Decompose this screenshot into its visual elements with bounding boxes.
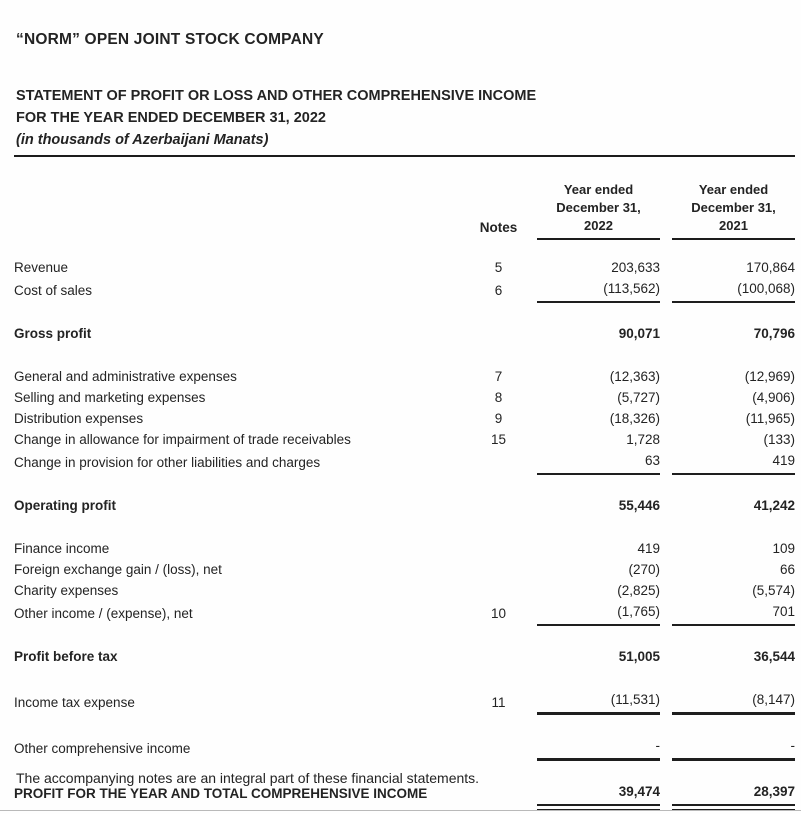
row-value-2022: 63 xyxy=(537,452,660,475)
table-row-income-tax-expense xyxy=(14,691,795,715)
row-value-2021: (12,969) xyxy=(744,369,795,384)
row-note: 8 xyxy=(494,390,503,405)
row-note xyxy=(460,579,537,582)
row-value-2021: 419 xyxy=(672,452,795,475)
year-2022-header-line1: Year ended xyxy=(563,182,634,197)
row-value-2021: 41,242 xyxy=(753,498,795,513)
row-note xyxy=(460,803,537,806)
row-label: Other comprehensive income xyxy=(14,741,191,756)
row-label: Distribution expenses xyxy=(14,411,144,426)
row-value-2022: (1,765) xyxy=(537,603,660,626)
table-header-row xyxy=(14,181,795,240)
row-label: Other income / (expense), net xyxy=(14,606,193,621)
year-2022-column-header xyxy=(537,181,660,240)
table-row-profit-before-tax xyxy=(14,648,795,669)
table-row-other-comprehensive-income xyxy=(14,737,795,761)
table-row-cost-of-sales xyxy=(14,280,795,303)
year-2022-header-year: 2022 xyxy=(584,218,613,233)
company-name: “NORM” OPEN JOINT STOCK COMPANY xyxy=(16,31,324,48)
year-2021-column-header xyxy=(672,181,795,240)
row-note: 6 xyxy=(494,283,503,298)
row-value-2022: 39,474 xyxy=(537,783,660,806)
row-note: 7 xyxy=(494,369,503,384)
row-note xyxy=(460,558,537,561)
row-note: 9 xyxy=(494,411,503,426)
table-row-change-allowance-impairment xyxy=(14,431,795,452)
row-value-2022: (113,562) xyxy=(537,280,660,303)
row-note xyxy=(460,515,537,518)
year-2021-header-year: 2021 xyxy=(719,218,748,233)
table-row-operating-profit xyxy=(14,497,795,518)
row-value-2021: (5,574) xyxy=(752,583,795,598)
table-row-selling-marketing-expenses xyxy=(14,389,795,410)
row-value-2021: 28,397 xyxy=(672,783,795,806)
row-label: Profit before tax xyxy=(14,649,118,664)
row-label: Foreign exchange gain / (loss), net xyxy=(14,562,222,577)
row-label: General and administrative expenses xyxy=(14,369,237,384)
row-value-2021: 70,796 xyxy=(753,326,795,341)
page-bottom-rule xyxy=(0,810,801,811)
table-row-general-admin-expenses xyxy=(14,368,795,389)
row-label: Charity expenses xyxy=(14,583,119,598)
row-value-2021: (11,965) xyxy=(745,411,795,426)
row-value-2021: (133) xyxy=(763,432,795,447)
header-rule xyxy=(14,155,795,157)
row-note: 10 xyxy=(490,606,507,621)
row-note: 15 xyxy=(490,432,507,447)
statement-title: STATEMENT OF PROFIT OR LOSS AND OTHER COMPREHENSIVE INCOME xyxy=(16,88,537,104)
row-value-2022: - xyxy=(537,737,660,761)
row-note xyxy=(460,600,537,603)
row-value-2022: 203,633 xyxy=(611,260,660,275)
row-value-2022: (5,727) xyxy=(617,390,660,405)
row-value-2022: 90,071 xyxy=(618,326,660,341)
row-value-2022: (18,326) xyxy=(609,411,660,426)
table-row-change-provision-liabilities xyxy=(14,452,795,475)
statement-title-block xyxy=(16,85,795,151)
row-note: 11 xyxy=(491,695,506,710)
table-row-foreign-exchange xyxy=(14,561,795,582)
row-note xyxy=(460,472,537,475)
row-value-2021: - xyxy=(672,737,795,761)
table-row-charity-expenses xyxy=(14,582,795,603)
notes-column-header: Notes xyxy=(479,220,518,235)
row-value-2022: (2,825) xyxy=(617,583,660,598)
row-value-2022: 51,005 xyxy=(618,649,660,664)
row-label: Cost of sales xyxy=(14,283,93,298)
table-row-profit-for-the-year xyxy=(14,783,795,806)
row-value-2021: 109 xyxy=(772,541,795,556)
row-value-2021: 701 xyxy=(672,603,795,626)
row-label: PROFIT FOR THE YEAR AND TOTAL COMPREHENSIVE INCOME xyxy=(14,786,428,801)
table-row-finance-income xyxy=(14,540,795,561)
row-value-2022: (270) xyxy=(628,562,660,577)
row-label: Change in provision for other liabilities and charges xyxy=(14,455,321,470)
table-row-revenue xyxy=(14,259,795,280)
row-value-2022: 55,446 xyxy=(618,498,660,513)
row-value-2022: (11,531) xyxy=(537,691,660,715)
accompanying-notes-text: The accompanying notes are an integral part of these financial statements. xyxy=(16,770,480,786)
row-label: Operating profit xyxy=(14,498,116,513)
row-label: Selling and marketing expenses xyxy=(14,390,206,405)
row-value-2021: (4,906) xyxy=(752,390,795,405)
row-value-2021: 66 xyxy=(779,562,795,577)
table-row-distribution-expenses xyxy=(14,410,795,431)
row-label: Finance income xyxy=(14,541,110,556)
income-statement-table xyxy=(14,181,795,806)
row-note xyxy=(460,666,537,669)
year-2022-header-line2: December 31, xyxy=(556,200,641,215)
row-value-2021: (8,147) xyxy=(672,691,795,715)
table-row-gross-profit xyxy=(14,325,795,346)
row-label: Gross profit xyxy=(14,326,92,341)
row-value-2021: 36,544 xyxy=(753,649,795,664)
year-2021-header-line2: December 31, xyxy=(691,200,776,215)
currency-note: (in thousands of Azerbaijani Manats) xyxy=(16,132,269,148)
statement-period: FOR THE YEAR ENDED DECEMBER 31, 2022 xyxy=(16,110,326,126)
row-note xyxy=(460,758,537,761)
row-value-2022: (12,363) xyxy=(609,369,660,384)
row-label: Change in allowance for impairment of trade receivables xyxy=(14,432,351,447)
row-value-2022: 1,728 xyxy=(626,432,660,447)
table-row-other-income-expense xyxy=(14,603,795,626)
row-note xyxy=(460,343,537,346)
row-note: 5 xyxy=(494,260,503,275)
row-label: Income tax expense xyxy=(14,695,135,710)
row-value-2022: 419 xyxy=(637,541,660,556)
year-2021-header-line1: Year ended xyxy=(698,182,769,197)
row-value-2021: (100,068) xyxy=(672,280,795,303)
row-value-2021: 170,864 xyxy=(746,260,795,275)
row-label: Revenue xyxy=(14,260,69,275)
